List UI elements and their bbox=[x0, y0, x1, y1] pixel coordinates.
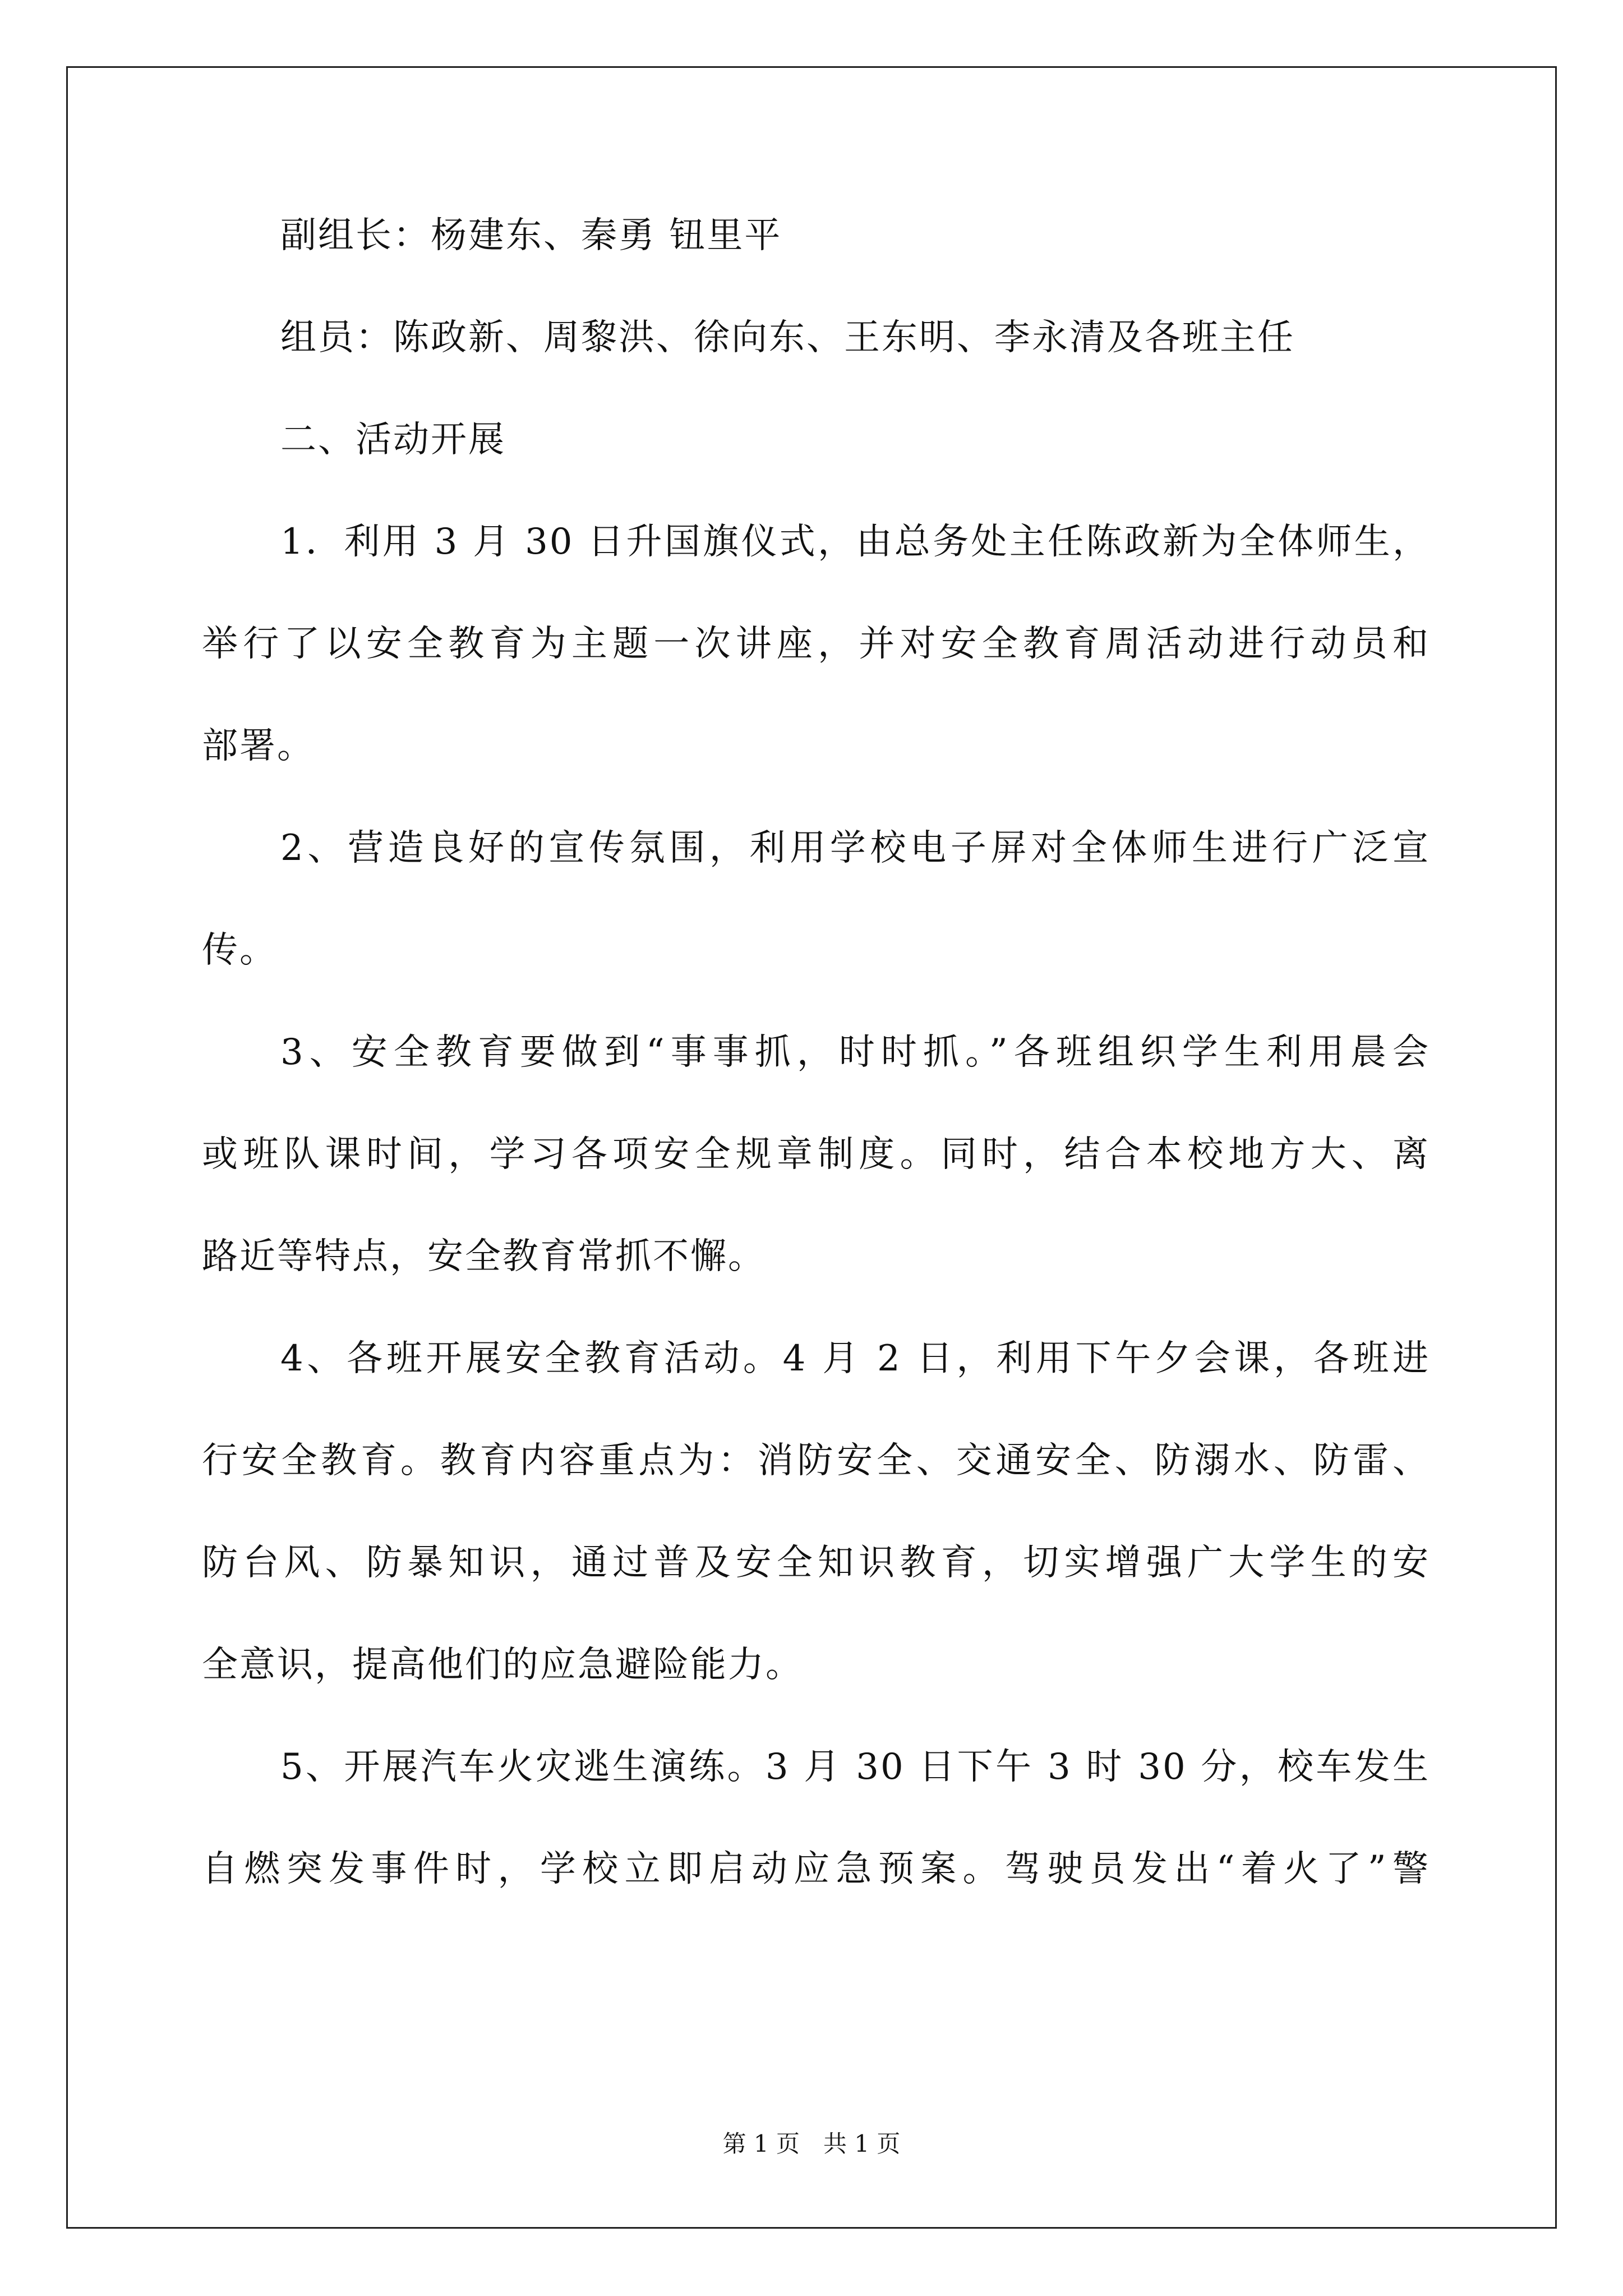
paragraph-2-line-2: 传。 bbox=[202, 930, 277, 971]
text-line-vice-leaders: 副组长：杨建东、秦勇 钮里平 bbox=[280, 215, 782, 256]
paragraph-2-line-1: 2、营造良好的宣传氛围，利用学校电子屏对全体师生进行广泛宣 bbox=[280, 827, 1430, 869]
page-footer: 第 1 页 共 1 页 bbox=[722, 2130, 901, 2157]
text-line-members: 组员：陈政新、周黎洪、徐向东、王东明、李永清及各班主任 bbox=[280, 317, 1295, 358]
paragraph-1-line-1: 1．利用 3 月 30 日升国旗仪式，由总务处主任陈政新为全体师生， bbox=[280, 521, 1430, 563]
paragraph-1-line-3: 部署。 bbox=[202, 725, 315, 767]
section-heading-activities: 二、活动开展 bbox=[280, 419, 506, 461]
paragraph-3-line-1: 3、安全教育要做到“事事抓，时时抓。”各班组织学生利用晨会 bbox=[280, 1032, 1430, 1073]
paragraph-1-line-2: 举行了以安全教育为主题一次讲座，并对安全教育周活动进行动员和 bbox=[202, 623, 1430, 665]
paragraph-5-line-2: 自燃突发事件时，学校立即启动应急预案。驾驶员发出“着火了”警 bbox=[202, 1848, 1430, 1890]
paragraph-4-line-2: 行安全教育。教育内容重点为：消防安全、交通安全、防溺水、防雷、 bbox=[202, 1440, 1430, 1481]
paragraph-4-line-3: 防台风、防暴知识，通过普及安全知识教育，切实增强广大学生的安 bbox=[202, 1542, 1430, 1584]
paragraph-3-line-3: 路近等特点，安全教育常抓不懈。 bbox=[202, 1236, 766, 1277]
paragraph-4-line-4: 全意识，提高他们的应急避险能力。 bbox=[202, 1644, 803, 1686]
paragraph-3-line-2: 或班队课时间，学习各项安全规章制度。同时，结合本校地方大、离 bbox=[202, 1134, 1430, 1175]
paragraph-4-line-1: 4、各班开展安全教育活动。4 月 2 日，利用下午夕会课，各班进 bbox=[280, 1338, 1430, 1379]
paragraph-5-line-1: 5、开展汽车火灾逃生演练。3 月 30 日下午 3 时 30 分，校车发生 bbox=[280, 1746, 1430, 1788]
